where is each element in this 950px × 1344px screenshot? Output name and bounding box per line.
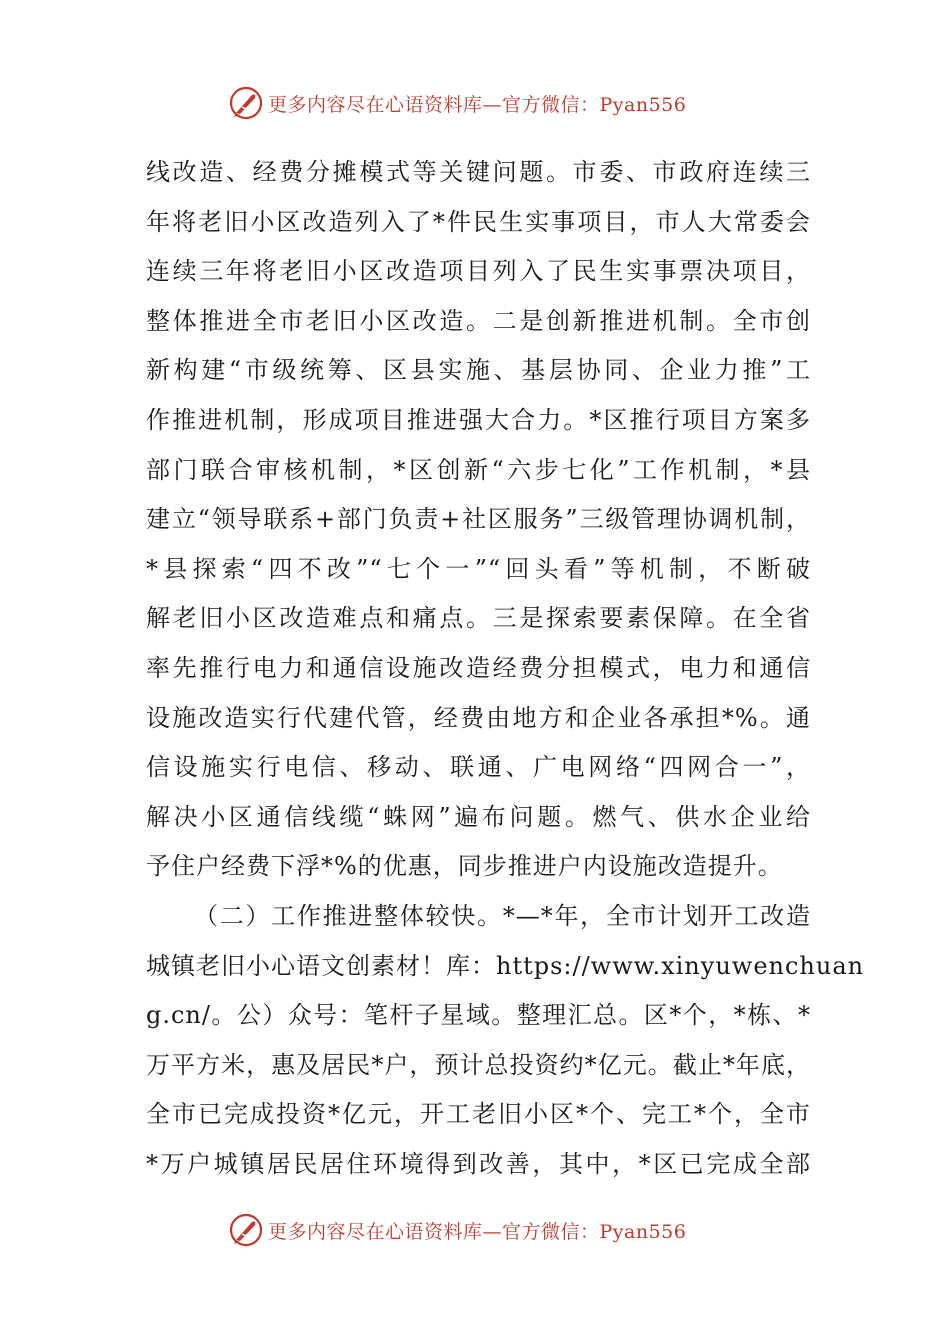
body-line: 全市已完成投资*亿元，开工老旧小区*个、完工*个，全市 — [146, 1100, 811, 1129]
body-line: 建立“领导联系+部门负责+社区服务”三级管理协调机制， — [146, 505, 811, 534]
body-line: *县探索“四不改”“七个一”“回头看”等机制，不断破 — [146, 554, 811, 583]
body-line: 解老旧小区改造难点和痛点。三是探索要素保障。在全省 — [146, 604, 811, 633]
pen-quill-icon — [228, 85, 264, 121]
body-line: 连续三年将老旧小区改造项目列入了民生实事票决项目， — [146, 257, 811, 286]
body-line: 新构建“市级统筹、区县实施、基层协同、企业力推”工 — [146, 356, 811, 385]
section-heading-line: （二）工作推进整体较快。*—*年，全市计划开工改造 — [194, 901, 811, 930]
body-line: 予住户经费下浮*%的优惠，同步推进户内设施改造提升。 — [146, 852, 783, 881]
body-line: 线改造、经费分摊模式等关键问题。市委、市政府连续三 — [146, 158, 811, 186]
body-line: 率先推行电力和通信设施改造经费分担模式，电力和通信 — [146, 653, 811, 682]
header-watermark-banner — [228, 83, 686, 123]
body-line: 解决小区通信线缆“蛛网”遍布问题。燃气、供水企业给 — [146, 802, 811, 831]
pen-quill-icon — [228, 1212, 264, 1248]
body-line: *万户城镇居民居住环境得到改善，其中，*区已完成全部 — [146, 1149, 811, 1178]
body-line: 部门联合审核机制，*区创新“六步七化”工作机制，*县 — [146, 455, 811, 484]
body-line: 信设施实行电信、移动、联通、广电网络“四网合一”， — [146, 753, 811, 782]
body-line: 年将老旧小区改造列入了*件民生实事项目，市人大常委会 — [146, 207, 811, 236]
footer-watermark-banner — [228, 1210, 686, 1250]
body-line: g.cn/。公）众号：笔杆子星域。整理汇总。区*个，*栋、* — [146, 1001, 811, 1030]
footer-banner-text: 更多内容尽在心语资料库—官方微信：Pyan556 — [268, 1220, 687, 1243]
body-line: 作推进机制，形成项目推进强大合力。*区推行项目方案多 — [146, 405, 811, 434]
body-line: 万平方米，惠及居民*户，预计总投资约*亿元。截止*年底， — [146, 1050, 811, 1079]
document-body — [146, 148, 865, 1189]
body-line: 城镇老旧小心语文创素材！库：https://www.xinyuwenchuan — [146, 951, 865, 980]
body-line: 整体推进全市老旧小区改造。二是创新推进机制。全市创 — [146, 306, 811, 335]
body-line: 设施改造实行代建代管，经费由地方和企业各承担*%。通 — [146, 703, 811, 732]
header-banner-text: 更多内容尽在心语资料库—官方微信：Pyan556 — [268, 93, 687, 116]
